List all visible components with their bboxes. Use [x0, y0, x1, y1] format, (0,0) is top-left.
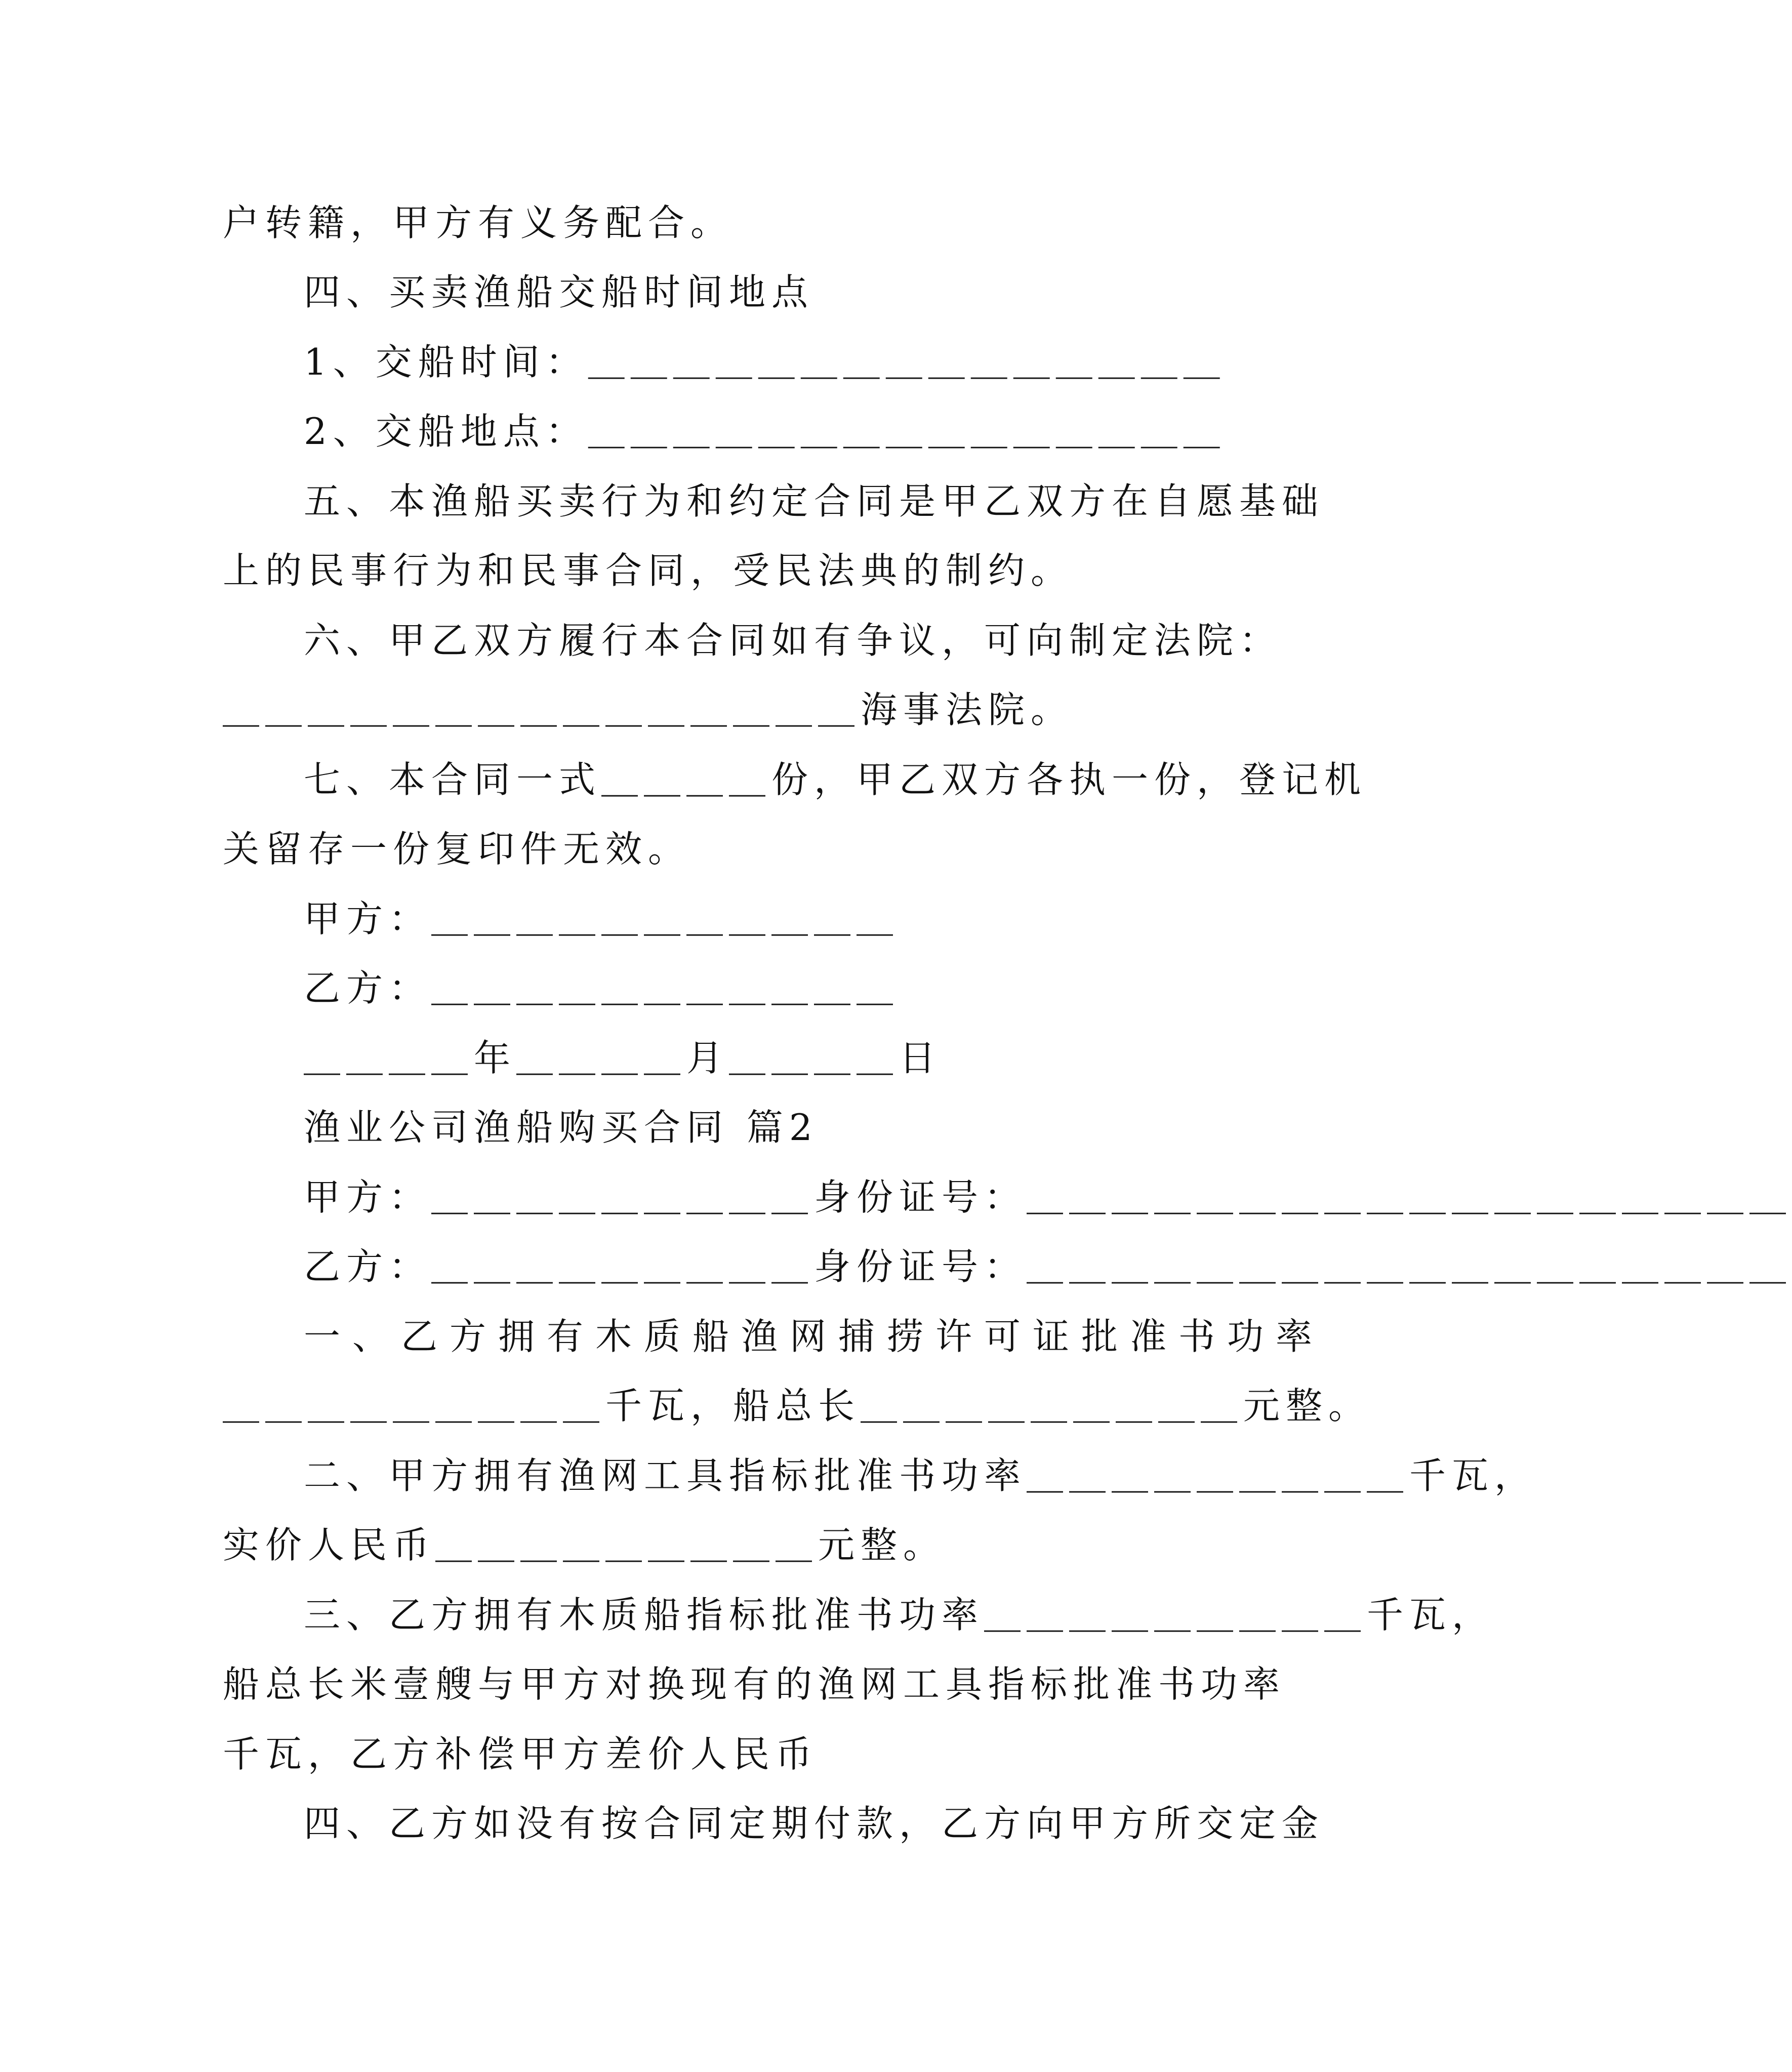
party-a-signature: 甲方：＿＿＿＿＿＿＿＿＿＿＿ [304, 898, 900, 940]
clause-2-1-line-1: 一、乙方拥有木质船渔网捕捞许可证批准书功率 [304, 1315, 1325, 1358]
party-b-id-line: 乙方：＿＿＿＿＿＿＿＿＿身份证号：＿＿＿＿＿＿＿＿＿＿＿＿＿＿＿＿＿＿ [304, 1245, 1792, 1288]
date-line: ＿＿＿＿年＿＿＿＿月＿＿＿＿日 [304, 1037, 942, 1079]
section-heading-4: 四、买卖渔船交船时间地点 [304, 271, 814, 313]
party-b-signature: 乙方：＿＿＿＿＿＿＿＿＿＿＿ [304, 967, 900, 1009]
delivery-time-field: 1、交船时间：＿＿＿＿＿＿＿＿＿＿＿＿＿＿＿ [304, 341, 1226, 383]
clause-7-line-1: 七、本合同一式＿＿＿＿份，甲乙双方各执一份，登记机 [304, 758, 1367, 801]
clause-2-2-line-2: 实价人民币＿＿＿＿＿＿＿＿＿元整。 [223, 1524, 946, 1566]
clause-2-1-line-2: ＿＿＿＿＿＿＿＿＿千瓦，船总长＿＿＿＿＿＿＿＿＿元整。 [223, 1385, 1371, 1427]
delivery-place-field: 2、交船地点：＿＿＿＿＿＿＿＿＿＿＿＿＿＿＿ [304, 410, 1226, 453]
clause-5-line-2: 上的民事行为和民事合同，受民法典的制约。 [223, 549, 1074, 592]
contract-2-title: 渔业公司渔船购买合同 篇2 [304, 1106, 819, 1149]
clause-2-2-line-1: 二、甲方拥有渔网工具指标批准书功率＿＿＿＿＿＿＿＿＿千瓦， [304, 1454, 1537, 1497]
text-line-1: 户转籍，甲方有义务配合。 [223, 201, 734, 244]
clause-2-3-line-2: 船总长米壹艘与甲方对换现有的渔网工具指标批准书功率 [223, 1663, 1286, 1705]
clause-6-line-2: ＿＿＿＿＿＿＿＿＿＿＿＿＿＿＿海事法院。 [223, 688, 1074, 731]
clause-7-line-2: 关留存一份复印件无效。 [223, 828, 691, 870]
clause-2-3-line-3: 千瓦，乙方补偿甲方差价人民币 [223, 1733, 819, 1775]
clause-2-3-line-1: 三、乙方拥有木质船指标批准书功率＿＿＿＿＿＿＿＿＿千瓦， [304, 1594, 1495, 1636]
clause-5-line-1: 五、本渔船买卖行为和约定合同是甲乙双方在自愿基础 [304, 480, 1325, 522]
clause-2-4-line-1: 四、乙方如没有按合同定期付款，乙方向甲方所交定金 [304, 1802, 1325, 1845]
clause-6-line-1: 六、甲乙双方履行本合同如有争议，可向制定法院： [304, 619, 1282, 662]
party-a-id-line: 甲方：＿＿＿＿＿＿＿＿＿身份证号：＿＿＿＿＿＿＿＿＿＿＿＿＿＿＿＿＿＿ [304, 1176, 1792, 1218]
